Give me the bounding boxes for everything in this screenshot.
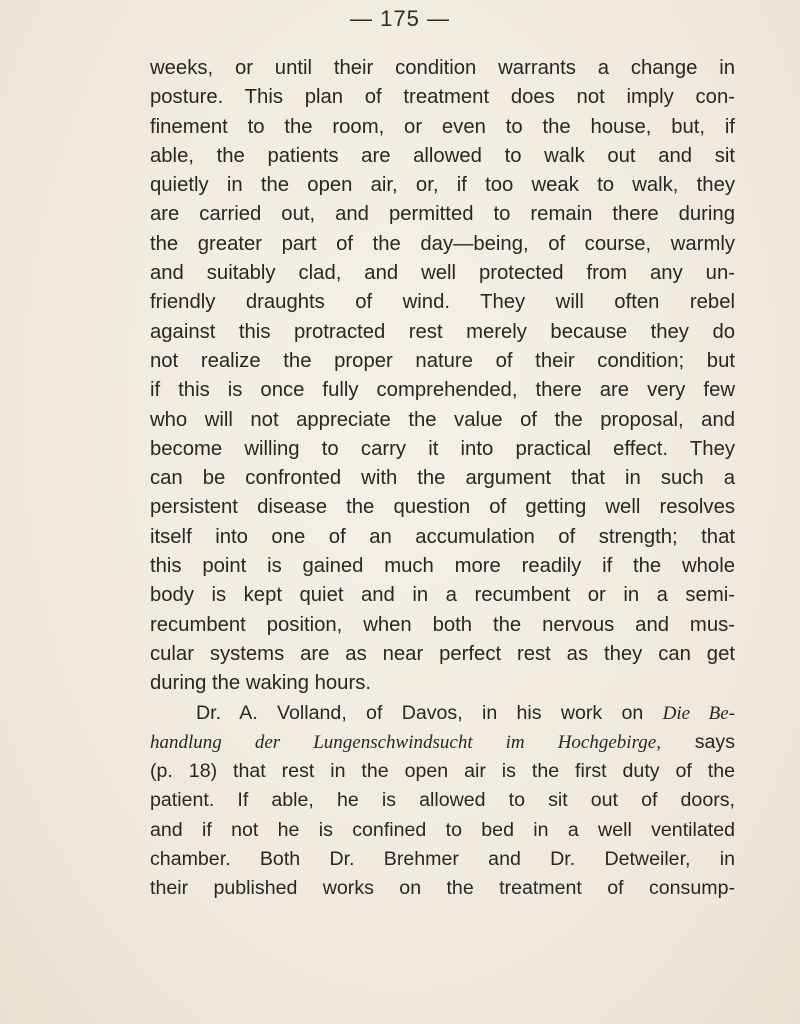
text-line: quietly in the open air, or, if too weak to walk, they <box>150 174 735 197</box>
text-line: not realize the proper nature of their condition; but <box>150 349 735 372</box>
text-line: this point is gained much more readily if the whole <box>150 555 735 578</box>
paragraph-2 <box>150 699 735 904</box>
text-line: and if not he is confined to bed in a well ventilated <box>150 818 735 841</box>
text-line: posture. This plan of treatment does not imply con- <box>150 86 735 109</box>
text-line: the greater part of the day—being, of course, warmly <box>150 232 735 255</box>
text-line: body is kept quiet and in a recumbent or in a semi- <box>150 584 735 607</box>
text-line: cular systems are as near perfect rest as they can get <box>150 642 735 665</box>
text-line: able, the patients are allowed to walk out and sit <box>150 144 735 167</box>
text-line <box>150 728 735 757</box>
page-number: — 175 — <box>350 6 450 31</box>
text-line: against this protracted rest merely because they do <box>150 320 735 343</box>
text-line: recumbent position, when both the nervous and mus- <box>150 613 735 636</box>
text-line: chamber. Both Dr. Brehmer and Dr. Detweiler, in <box>150 848 735 871</box>
text-line: friendly draughts of wind. They will often rebel <box>150 291 735 314</box>
italic-title-run: handlung der Lungenschwindsucht im Hochgebirge, <box>150 731 661 753</box>
text-line: finement to the room, or even to the house, but, if <box>150 115 735 138</box>
text-line: become willing to carry it into practical effect. They <box>150 437 735 460</box>
text-line: their published works on the treatment of consump- <box>150 877 735 900</box>
text-line: itself into one of an accumulation of strength; that <box>150 525 735 548</box>
paragraph-1 <box>150 54 735 699</box>
text-line: are carried out, and permitted to remain there during <box>150 203 735 226</box>
text-run: Dr. A. Volland, of Davos, in his work on <box>196 701 644 724</box>
text-line <box>150 699 735 728</box>
text-line: can be confronted with the argument that in such a <box>150 467 735 490</box>
text-line: if this is once fully comprehended, there are very few <box>150 379 735 402</box>
italic-title-run: Die Be- <box>662 702 735 724</box>
text-line: (p. 18) that rest in the open air is the first duty of the <box>150 760 735 783</box>
text-line: during the waking hours. <box>150 672 371 695</box>
text-line: who will not appreciate the value of the proposal, and <box>150 408 735 431</box>
text-line: patient. If able, he is allowed to sit out of doors, <box>150 789 735 812</box>
text-run: says <box>694 730 735 753</box>
text-line: and suitably clad, and well protected from any un- <box>150 262 735 285</box>
text-line: persistent disease the question of getting well resolves <box>150 496 735 519</box>
text-line: weeks, or until their condition warrants a change in <box>150 57 735 79</box>
body-text <box>150 54 735 904</box>
